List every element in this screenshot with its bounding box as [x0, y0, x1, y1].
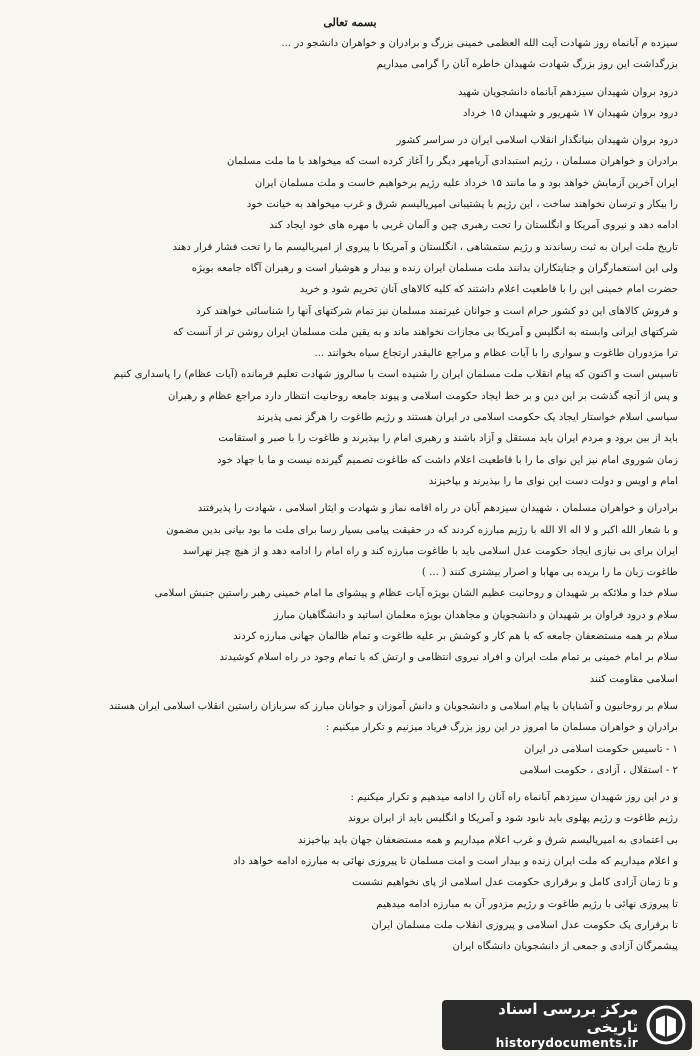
text-line: و اعلام میداریم که ملت ایران زنده و بیدار است و امت مسلمان تا پیروزی نهائی به مبارزه ادامه خواهد داد	[233, 855, 678, 867]
text-line: طاغوت زبان ما را بریده بی مهابا و اصرار بیشتری کنند ( ... )	[421, 567, 678, 579]
text-line: سلام بر روحانیون و آشنایان با پیام اسلامی و دانشجویان و دانش آموزان و جوانان مبارز که سربازان راستین انقلاب اسلامی ایران هستند	[109, 700, 678, 712]
text-line: بزرگداشت این روز بزرگ شهادت شهیدان خاطره آنان را گرامی میداریم	[376, 59, 678, 71]
text-line: پیشمرگان آزادی و جمعی از دانشجویان دانشگاه ایران	[452, 941, 678, 953]
text-line: برادران و خواهران مسلمان ، شهیدان سیزدهم آبان در راه اقامه نماز و شهادت و ایثار اسلامی ، شهادت را پذیرفتند	[197, 503, 678, 515]
text-line: سیاسی اسلام خواستار ایجاد یک حکومت اسلامی در ایران هستند و رژیم طاغوت را هرگز نمی پذیرند	[256, 412, 678, 424]
text-line: سلام و درود فراوان بر شهیدان و دانشجویان و مجاهدان بویژه معلمان اساتید و دانشگاهیان مبارز	[273, 609, 678, 621]
text-line: و تا زمان آزادی کامل و برقراری حکومت عدل اسلامی از پای نخواهیم نشست	[351, 877, 678, 889]
text-line: ترا مزدوران طاغوت و سواری را با آیات عظام و مراجع عالیقدر ارتجاع سیاه بخوانند ...	[314, 348, 678, 360]
text-line: ادامه دهد و نیروی آمریکا و انگلستان را تحت رهبری چین و آلمان غربی با مهره های خود ایجاد کند	[269, 220, 678, 232]
text-line: برادران و خواهران مسلمان ، رژیم استبدادی آریامهر دیگر را آغاز کرده است که میخواهد با ما ملت مسلمان	[227, 156, 678, 168]
text-line: درود بروان شهیدان بنیانگذار انقلاب اسلامی ایران در سراسر کشور	[396, 135, 678, 147]
text-line: و با شعار الله اکبر و لا اله الا الله با رژیم مبارزه کردند که در حقیقت پیامی بسیار رسا برای ملت ما بود بیانی بدین مضمون	[166, 524, 678, 536]
text-line: ایران برای بی نیازی ایجاد حکومت عدل اسلامی باید با طاغوت مبارزه کند و راه امام را ادامه دهد و از هیچ چیز نهراسد	[182, 545, 678, 557]
text-line: و فروش کالاهای این دو کشور حرام است و جوانان غیرتمند مسلمان نیز تمام شرکتهای آنها را شناسائی خواهند کرد	[196, 305, 678, 317]
text-line: را بیکار و ترسان نخواهند ساخت ، این رژیم با پشتیبانی امپریالیسم شرق و غرب میخواهد به خیانت خود	[246, 199, 678, 211]
text-line: سلام خدا و ملائکه بر شهیدان و روحانیت عظیم الشان بویژه آیات عظام و پیشوای ما امام خمینی رهبر راستین جنبش اسلامی	[154, 588, 678, 600]
text-line: درود بروان شهیدان ۱۷ شهریور و شهیدان ۱۵ خرداد	[463, 107, 678, 119]
document-body	[22, 33, 678, 957]
text-line: تاریخ ملت ایران به ثبت رساندند و رژیم ستمشاهی ، انگلستان و آمریکا با پیروی از امپریالیسم ما را تحت فشار قرار دهند	[172, 241, 678, 253]
document-page	[22, 0, 678, 1056]
text-line: درود بروان شهیدان سیزدهم آبانماه دانشجویان شهید	[457, 86, 678, 98]
text-line: سلام بر امام خمینی بر تمام ملت ایران و افراد نیروی انتظامی و ارتش که با تمام وجود در راه اسلام کوشیدند	[219, 652, 678, 664]
text-line: زمان شوروی امام نیز این نوای ما را با قاطعیت اعلام داشت که طاغوت تصمیم گیرنده نیست و ما با جهاد خود	[217, 454, 678, 466]
text-line: و پس از آنچه گذشت بر این دین و بر خط ایجاد حکومت اسلامی و پیوند جامعه روحانیت انتظار دارد مراجع عظام و رهبران	[168, 390, 678, 402]
text-line: ۱ - تاسیس حکومت اسلامی در ایران	[524, 743, 678, 755]
archive-watermark	[442, 1000, 692, 1050]
text-line: سلام بر همه مستضعفان جامعه که با هم کار و کوشش بر علیه طاغوت و تمام ظالمان جهانی مبارزه کردند	[233, 631, 678, 643]
text-line: اسلامی مقاومت کنند	[589, 673, 678, 685]
text-line: شرکتهای ایرانی وابسته به انگلیس و آمریکا بی مجازات نخواهند ماند و به یقین ملت مسلمان ایران روشن تر از آنست که	[172, 326, 678, 338]
text-line: تا برقراری یک حکومت عدل اسلامی و پیروزی انقلاب ملت مسلمان ایران	[371, 919, 678, 931]
text-line: باید از بین برود و مردم ایران باید مستقل و آزاد باشند و رهبری امام را بپذیرند و طاغوت را با صبر و استقامت	[218, 433, 678, 445]
text-line: سیزده م آبانماه روز شهادت آیت الله العظمی خمینی بزرگ و برادران و خواهران دانشجو در ...	[281, 38, 678, 49]
text-line: برادران و خواهران مسلمان ما امروز در این روز بزرگ فریاد میزنیم و تکرار میکنیم :	[325, 722, 678, 734]
document-title: بسمه تعالی	[323, 16, 377, 29]
text-line: تاسیس است و اکنون که پیام انقلاب ملت مسلمان ایران را شنیده است با سالروز شهادت تعلیم فرمانده (آیات عظام) را پاسداری کنیم	[113, 369, 678, 381]
archive-logo-icon	[646, 1005, 686, 1045]
text-line: رژیم طاغوت و رژیم پهلوی باید نابود شود و آمریکا و انگلیس باید از ایران بروند	[347, 813, 678, 825]
text-line: و در این روز شهیدان سیزدهم آبانماه راه آنان را ادامه میدهیم و تکرار میکنیم :	[350, 792, 678, 804]
watermark-persian-text: مرکز بررسی اسناد تاریخی	[498, 1000, 639, 1036]
text-line: امام و اویس و دولت دست این نوای ما را بپذیرند و بپاخیزند	[428, 475, 678, 487]
text-line: ۲ - استقلال ، آزادی ، حکومت اسلامی	[519, 764, 678, 776]
text-line: بی اعتمادی به امپریالیسم شرق و غرب اعلام میداریم و همه مستضعفان جهان باید بپاخیزند	[297, 834, 678, 846]
watermark-url-text: historydocuments.ir	[495, 1036, 639, 1050]
text-line: حضرت امام خمینی این را با قاطعیت اعلام داشتند که کلیه کالاهای آنان تحریم شود و خرید	[299, 284, 678, 296]
text-line: ولی این استعمارگران و جنایتکاران بدانند ملت مسلمان ایران زنده و بیدار و هوشیار است و رهبران آگاه جامعه بویژه	[191, 262, 678, 274]
text-line: ایران آخرین آزمایش خواهد بود و ما مانند ۱۵ خرداد علیه رژیم برخواهیم خاست و ملت مسلمان ایران	[254, 177, 678, 189]
text-line: تا پیروزی نهائی با رژیم طاغوت و رژیم مزدور آن به مبارزه ادامه میدهیم	[376, 898, 678, 910]
